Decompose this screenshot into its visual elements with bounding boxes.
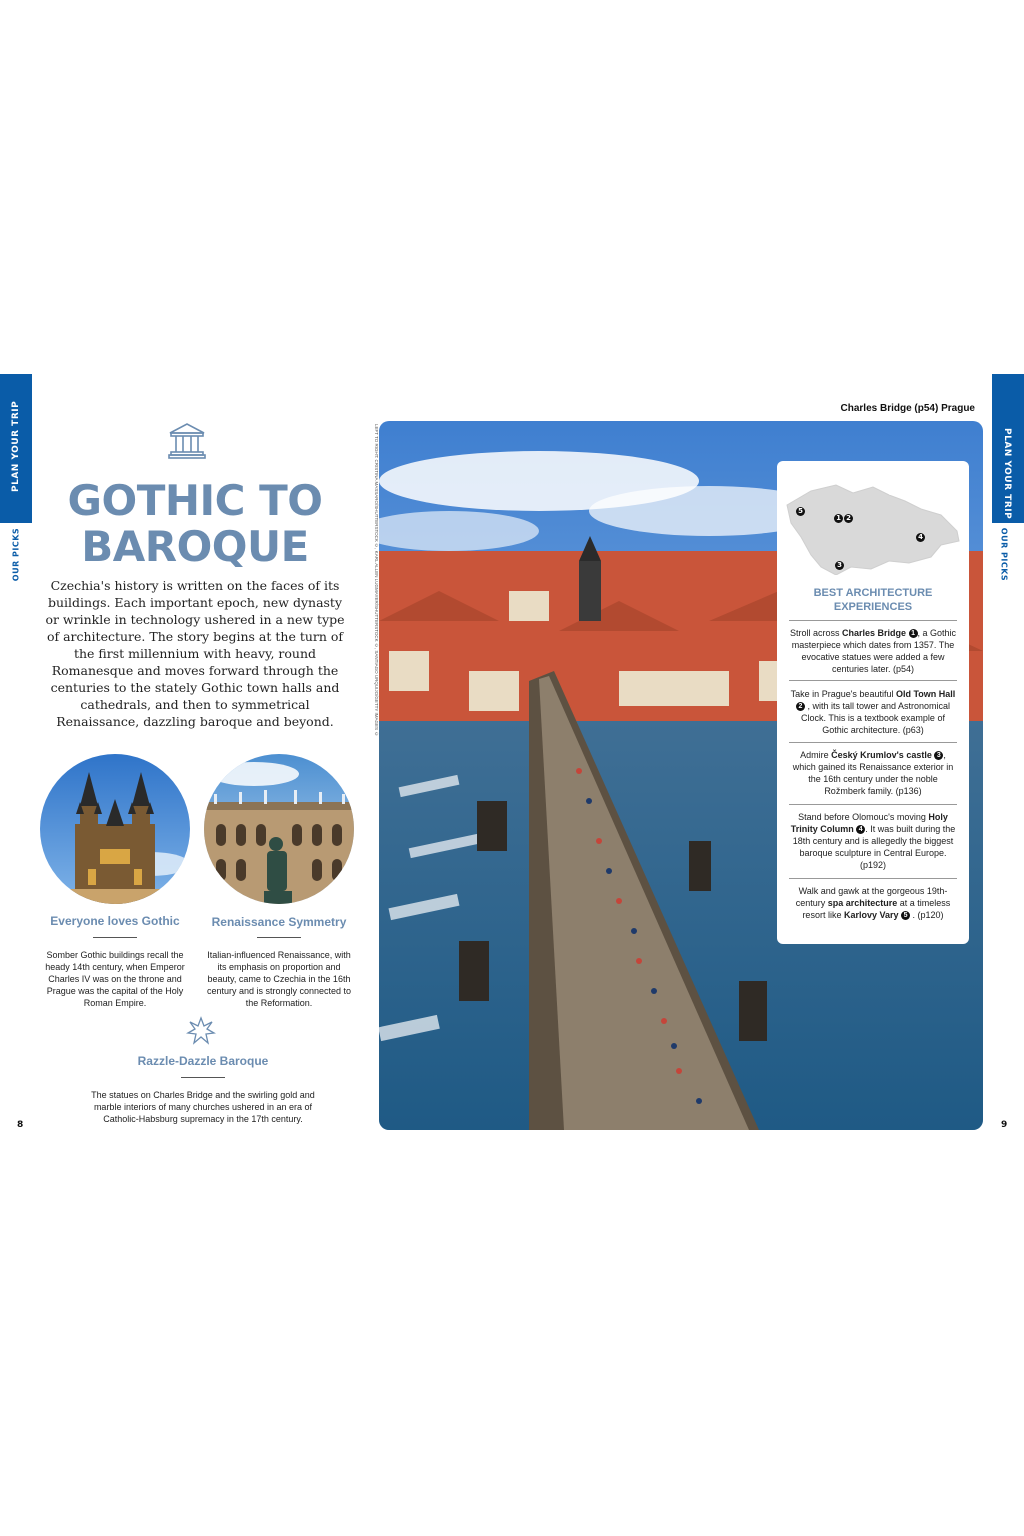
map-marker-1: 1 <box>834 508 843 527</box>
czechia-map <box>781 471 967 575</box>
gothic-heading: Everyone loves Gothic <box>50 914 180 928</box>
item-divider <box>789 804 957 805</box>
map-marker-5: 5 <box>796 501 805 520</box>
item-spa-architecture: Walk and gawk at the gorgeous 19th-century spa architecture at a timeless resort like Karlovy Vary 5 . (p120) <box>795 886 951 920</box>
renaissance-heading: Renaissance Symmetry <box>211 915 347 929</box>
left-section-tab-label: PLAN YOUR TRIP <box>11 400 21 492</box>
baroque-heading: Razzle-Dazzle Baroque <box>137 1054 269 1068</box>
gothic-divider <box>93 937 137 938</box>
item-old-town-hall: Take in Prague's beautiful Old Town Hall 2 , with its tall tower and Astronomical Clock. This is a textbook example of Gothic architecture. (p63) <box>790 689 956 735</box>
gothic-text: Somber Gothic buildings recall the heady 14th century, when Emperor Charles IV was on the throne and Prague was the capital of the Holy Roman Empire. <box>45 950 185 1008</box>
renaissance-building-photo <box>204 754 354 904</box>
renaissance-text: Italian-influenced Renaissance, with its emphasis on proportion and beauty, came to Czechia in the 16th century and is strongly connected to the Reformation. <box>206 950 352 1008</box>
intro-paragraph: Czechia's history is written on the faces of its buildings. Each important epoch, new dynasty or wrinkle in technology ushered in a new type of architecture. The story begins at the turn of the first millennium with heavy, round Romanesque and moves forward through the centuries to the stately Gothic town halls and cathedrals, and then to symmetrical Renaissance, dazzling baroque and beyond. <box>45 578 345 729</box>
map-marker-3: 3 <box>835 555 844 574</box>
renaissance-divider <box>257 937 301 938</box>
item-divider <box>789 878 957 879</box>
page-number-right: 9 <box>1001 1120 1008 1130</box>
map-marker-4: 4 <box>916 527 925 546</box>
right-section-tab-label: PLAN YOUR TRIP <box>1002 428 1012 520</box>
classical-building-icon <box>167 421 207 461</box>
photo-credits: LEFT TO RIGHT: CRISTINA MASSARO/SHUTTERSTOCK ©, KARL ALLEN LUGMAYER/SHUTTERSTOCK ©, SANTIAGO URQUIJO/GETTY IMAGES © <box>374 424 379 737</box>
right-subsection-label: OUR PICKS <box>999 527 1009 582</box>
photo-caption: Charles Bridge (p54) Prague <box>840 403 975 414</box>
item-divider <box>789 742 957 743</box>
item-holy-trinity-column: Stand before Olomouc's moving Holy Trinity Column 4 . It was built during the 18th century and is allegedly the biggest baroque sculpture in Central Europe. (p192) <box>790 812 956 870</box>
box-heading: BEST ARCHITECTURE EXPERIENCES <box>813 587 933 613</box>
title-line-2: BAROQUE <box>81 522 309 571</box>
item-divider <box>789 680 957 681</box>
page-number-left: 8 <box>17 1120 24 1130</box>
title-line-1: GOTHIC TO <box>67 476 323 525</box>
box-divider <box>789 620 957 621</box>
architecture-experiences-box <box>777 461 969 944</box>
gothic-church-photo <box>40 754 190 904</box>
left-subsection-label: OUR PICKS <box>11 527 21 582</box>
baroque-text: The statues on Charles Bridge and the swirling gold and marble interiors of many churches ushered in an era of Catholic-Habsburg supremacy in the 17th century. <box>91 1090 315 1124</box>
baroque-divider <box>181 1077 225 1078</box>
map-marker-2: 2 <box>844 508 853 527</box>
starburst-icon <box>186 1016 216 1046</box>
page-title <box>40 478 350 570</box>
item-cesky-krumlov: Admire Český Krumlov's castle 3 , which gained its Renaissance exterior in the 16th century under the noble Rožmberk family. (p136) <box>792 750 954 796</box>
item-charles-bridge: Stroll across Charles Bridge 1 , a Gothic masterpiece which dates from 1357. The evocative statues were added a few centuries later. (p54) <box>789 628 957 674</box>
